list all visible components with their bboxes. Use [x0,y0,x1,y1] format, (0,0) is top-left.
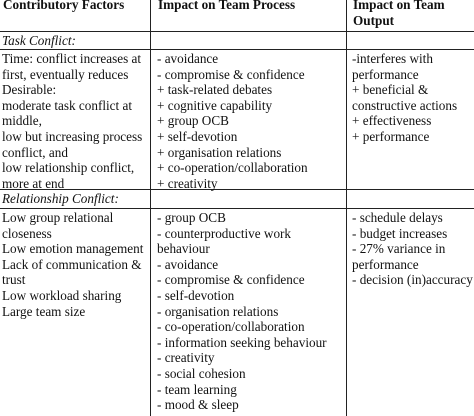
header-col3-line2: Output [353,12,395,28]
task-factor-line: first, eventually reduces [2,66,129,82]
relationship-conflict-title: Relationship Conflict: [2,191,119,206]
task-process-line: + task-related debates [157,82,273,98]
relationship-factor-line: Lack of communication & [2,256,142,272]
relationship-process-line: - compromise & confidence [157,272,305,288]
header-col3-line1: Impact on Team [353,0,445,12]
task-factor-line: more at end [2,175,65,191]
relationship-process-line: - co-operation/collaboration [157,319,305,335]
relationship-title-bottom-rule [0,208,474,209]
task-process-line: + group OCB [157,113,229,129]
task-factor-line: middle, [2,113,42,129]
relationship-process-line: behaviour [157,241,210,257]
task-process-line: + creativity [157,175,218,191]
task-factor-line: Desirable: [2,82,57,98]
task-output-cell [352,51,457,145]
relationship-process-line: - counterproductive work [157,225,292,241]
relationship-output-line: performance [352,256,419,272]
relationship-factor-line: closeness [2,225,52,241]
header-impact-process [158,0,295,13]
task-process-line: + organisation relations [157,144,282,160]
relationship-process-line: - mood & sleep [157,397,239,413]
task-factor-line: low but increasing process [2,128,143,144]
relationship-factor-line: Low emotion management [2,241,144,257]
relationship-process-line: - avoidance [157,256,219,272]
header-contributory-factors [3,0,124,13]
task-output-line: + performance [352,128,430,144]
task-process-line: + co-operation/collaboration [157,160,308,176]
header-col1-text: Contributory Factors [3,0,125,12]
relationship-output-cell [352,210,473,288]
column-divider-2 [346,0,347,416]
task-output-line: performance [352,66,419,82]
relationship-process-line: - information seeking behaviour [157,334,327,350]
relationship-factor-line: trust [2,272,26,288]
relationship-process-line: - group OCB [157,210,226,225]
task-process-line: + cognitive capability [157,97,273,113]
header-impact-output [353,0,445,28]
relationship-process-line: - social cohesion [157,365,246,381]
column-divider-1 [150,0,151,416]
relationship-process-line: - team learning [157,381,237,397]
task-factors-cell [2,51,142,191]
relationship-process-line: - organisation relations [157,303,279,319]
relationship-process-line: - creativity [157,350,215,366]
relationship-process-line: - self-devotion [157,287,235,303]
relationship-factor-line: Large team size [2,303,86,319]
relationship-factors-cell [2,210,143,319]
task-output-line: + effectiveness [352,113,432,129]
task-factor-line: conflict, and [2,144,68,160]
relationship-output-line: - 27% variance in [352,241,446,257]
relationship-factor-line: Low group relational [2,210,114,225]
relationship-output-line: - decision (in)accuracy [352,272,473,288]
task-process-cell [157,51,308,191]
task-process-line: - avoidance [157,51,219,66]
header-bottom-rule [0,31,474,32]
task-process-line: + self-devotion [157,128,238,144]
task-output-line: -interferes with [352,51,433,66]
relationship-process-cell [157,210,327,413]
task-factor-line: low relationship conflict, [2,160,135,176]
task-factor-line: Time: conflict increases at [2,51,142,66]
task-process-line: - compromise & confidence [157,66,305,82]
header-col2-text: Impact on Team Process [158,0,296,12]
task-title-bottom-rule [0,49,474,50]
task-factor-line: moderate task conflict at [2,97,132,113]
relationship-factor-line: Low workload sharing [2,287,122,303]
relationship-output-line: - budget increases [352,225,448,241]
relationship-output-line: - schedule delays [352,210,443,225]
task-output-line: constructive actions [352,97,458,113]
task-conflict-title: Task Conflict: [2,33,76,48]
task-output-line: + beneficial & [352,82,429,98]
